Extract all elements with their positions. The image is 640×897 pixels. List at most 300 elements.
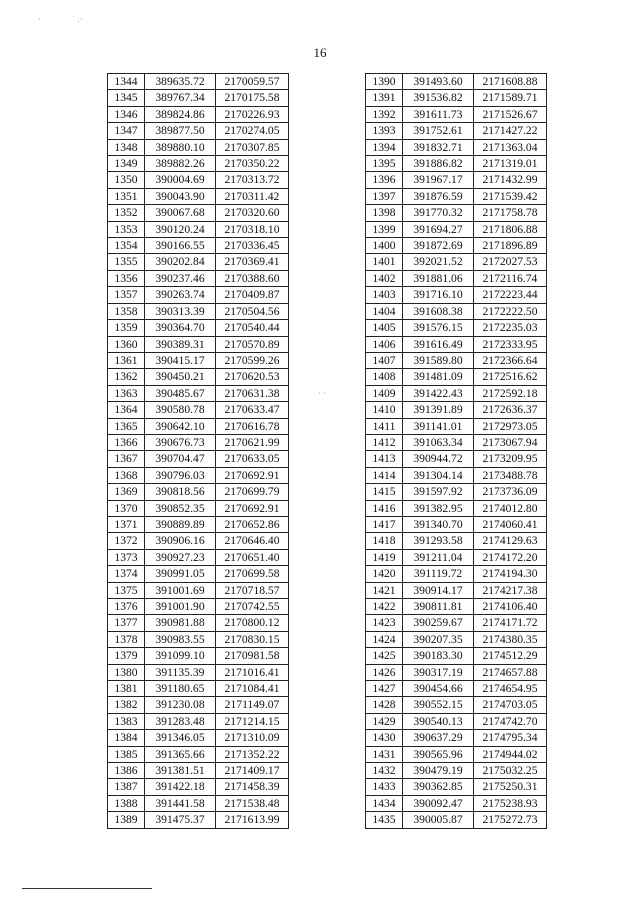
y-coordinate-cell: 2170718.57: [216, 582, 289, 598]
x-coordinate-cell: 390389.31: [145, 336, 216, 352]
y-coordinate-cell: 2171539.42: [474, 188, 547, 204]
x-coordinate-cell: 390415.17: [145, 352, 216, 368]
table-row: [108, 188, 289, 204]
point-number-cell: 1425: [366, 648, 403, 664]
point-number-cell: 1403: [366, 287, 403, 303]
table-row: [366, 320, 547, 336]
x-coordinate-cell: 391211.04: [403, 549, 474, 565]
point-number-cell: 1421: [366, 582, 403, 598]
point-number-cell: 1431: [366, 746, 403, 762]
point-number-cell: 1405: [366, 320, 403, 336]
y-coordinate-cell: 2174012.80: [474, 500, 547, 516]
table-row: [366, 74, 547, 90]
x-coordinate-cell: 391382.95: [403, 500, 474, 516]
point-number-cell: 1362: [108, 369, 145, 385]
table-row: [366, 599, 547, 615]
point-number-cell: 1375: [108, 582, 145, 598]
point-number-cell: 1368: [108, 467, 145, 483]
y-coordinate-cell: 2175272.73: [474, 812, 547, 828]
table-row: [366, 385, 547, 401]
point-number-cell: 1382: [108, 697, 145, 713]
y-coordinate-cell: 2171589.71: [474, 90, 547, 106]
point-number-cell: 1347: [108, 123, 145, 139]
x-coordinate-cell: 391141.01: [403, 418, 474, 434]
table-row: [366, 402, 547, 418]
x-coordinate-cell: 391001.90: [145, 599, 216, 615]
table-row: [108, 336, 289, 352]
table-row: [108, 303, 289, 319]
x-coordinate-cell: 390552.15: [403, 697, 474, 713]
x-coordinate-cell: 391346.05: [145, 730, 216, 746]
x-coordinate-cell: 390704.47: [145, 451, 216, 467]
table-row: [108, 664, 289, 680]
y-coordinate-cell: 2172592.18: [474, 385, 547, 401]
point-number-cell: 1420: [366, 566, 403, 582]
y-coordinate-cell: 2174654.95: [474, 681, 547, 697]
x-coordinate-cell: 392021.52: [403, 254, 474, 270]
x-coordinate-cell: 391493.60: [403, 74, 474, 90]
point-number-cell: 1369: [108, 484, 145, 500]
table-row: [366, 795, 547, 811]
point-number-cell: 1373: [108, 549, 145, 565]
x-coordinate-cell: 389880.10: [145, 139, 216, 155]
x-coordinate-cell: 390642.10: [145, 418, 216, 434]
point-number-cell: 1429: [366, 713, 403, 729]
y-coordinate-cell: 2172235.03: [474, 320, 547, 336]
table-row: [108, 516, 289, 532]
y-coordinate-cell: 2171409.17: [216, 763, 289, 779]
point-number-cell: 1364: [108, 402, 145, 418]
point-number-cell: 1350: [108, 172, 145, 188]
x-coordinate-cell: 390906.16: [145, 533, 216, 549]
x-coordinate-cell: 390166.55: [145, 238, 216, 254]
x-coordinate-cell: 390067.68: [145, 205, 216, 221]
y-coordinate-cell: 2174944.02: [474, 746, 547, 762]
point-number-cell: 1383: [108, 713, 145, 729]
point-number-cell: 1413: [366, 451, 403, 467]
table-row: [366, 615, 547, 631]
point-number-cell: 1434: [366, 795, 403, 811]
y-coordinate-cell: 2174129.63: [474, 533, 547, 549]
table-row: [108, 631, 289, 647]
y-coordinate-cell: 2170830.15: [216, 631, 289, 647]
table-row: [108, 599, 289, 615]
x-coordinate-cell: 390991.05: [145, 566, 216, 582]
point-number-cell: 1345: [108, 90, 145, 106]
point-number-cell: 1359: [108, 320, 145, 336]
x-coordinate-cell: 391304.14: [403, 467, 474, 483]
y-coordinate-cell: 2170388.60: [216, 270, 289, 286]
x-coordinate-cell: 390207.35: [403, 631, 474, 647]
y-coordinate-cell: 2170692.91: [216, 500, 289, 516]
table-row: [366, 418, 547, 434]
point-number-cell: 1404: [366, 303, 403, 319]
point-number-cell: 1422: [366, 599, 403, 615]
x-coordinate-cell: 389767.34: [145, 90, 216, 106]
y-coordinate-cell: 2171538.48: [216, 795, 289, 811]
point-number-cell: 1386: [108, 763, 145, 779]
x-coordinate-cell: 391475.37: [145, 812, 216, 828]
x-coordinate-cell: 391770.32: [403, 205, 474, 221]
x-coordinate-cell: 390479.19: [403, 763, 474, 779]
table-row: [366, 500, 547, 516]
point-number-cell: 1353: [108, 221, 145, 237]
point-number-cell: 1380: [108, 664, 145, 680]
point-number-cell: 1427: [366, 681, 403, 697]
table-row: [108, 467, 289, 483]
y-coordinate-cell: 2170175.58: [216, 90, 289, 106]
y-coordinate-cell: 2173488.78: [474, 467, 547, 483]
table-row: [108, 123, 289, 139]
y-coordinate-cell: 2171319.01: [474, 156, 547, 172]
x-coordinate-cell: 390259.67: [403, 615, 474, 631]
y-coordinate-cell: 2170633.05: [216, 451, 289, 467]
point-number-cell: 1372: [108, 533, 145, 549]
x-coordinate-cell: 390043.90: [145, 188, 216, 204]
x-coordinate-cell: 391752.61: [403, 123, 474, 139]
x-coordinate-cell: 390580.78: [145, 402, 216, 418]
table-row: [108, 139, 289, 155]
page-number: 16: [313, 45, 327, 60]
y-coordinate-cell: 2174657.88: [474, 664, 547, 680]
point-number-cell: 1409: [366, 385, 403, 401]
point-number-cell: 1391: [366, 90, 403, 106]
y-coordinate-cell: 2170369.41: [216, 254, 289, 270]
y-coordinate-cell: 2170409.87: [216, 287, 289, 303]
point-number-cell: 1414: [366, 467, 403, 483]
point-number-cell: 1435: [366, 812, 403, 828]
x-coordinate-cell: 390914.17: [403, 582, 474, 598]
table-row: [366, 467, 547, 483]
point-number-cell: 1376: [108, 599, 145, 615]
table-row: [108, 205, 289, 221]
point-number-cell: 1378: [108, 631, 145, 647]
y-coordinate-cell: 2170633.47: [216, 402, 289, 418]
table-row: [366, 566, 547, 582]
y-coordinate-cell: 2170307.85: [216, 139, 289, 155]
point-number-cell: 1351: [108, 188, 145, 204]
x-coordinate-cell: 390927.23: [145, 549, 216, 565]
table-row: [366, 90, 547, 106]
y-coordinate-cell: 2170699.58: [216, 566, 289, 582]
point-number-cell: 1374: [108, 566, 145, 582]
y-coordinate-cell: 2170599.26: [216, 352, 289, 368]
point-number-cell: 1418: [366, 533, 403, 549]
y-coordinate-cell: 2170652.86: [216, 516, 289, 532]
point-number-cell: 1390: [366, 74, 403, 90]
x-coordinate-cell: 390981.88: [145, 615, 216, 631]
point-number-cell: 1433: [366, 779, 403, 795]
y-coordinate-cell: 2171149.07: [216, 697, 289, 713]
point-number-cell: 1411: [366, 418, 403, 434]
point-number-cell: 1392: [366, 106, 403, 122]
x-coordinate-cell: 391832.71: [403, 139, 474, 155]
point-number-cell: 1360: [108, 336, 145, 352]
point-number-cell: 1408: [366, 369, 403, 385]
point-number-cell: 1398: [366, 205, 403, 221]
y-coordinate-cell: 2174703.05: [474, 697, 547, 713]
y-coordinate-cell: 2170226.93: [216, 106, 289, 122]
x-coordinate-cell: 391119.72: [403, 566, 474, 582]
x-coordinate-cell: 390983.55: [145, 631, 216, 647]
table-row: [108, 451, 289, 467]
point-number-cell: 1412: [366, 434, 403, 450]
table-row: [366, 270, 547, 286]
y-coordinate-cell: 2174217.38: [474, 582, 547, 598]
point-number-cell: 1344: [108, 74, 145, 90]
table-row: [366, 730, 547, 746]
x-coordinate-cell: 390313.39: [145, 303, 216, 319]
y-coordinate-cell: 2172116.74: [474, 270, 547, 286]
x-coordinate-cell: 390120.24: [145, 221, 216, 237]
table-row: [108, 484, 289, 500]
x-coordinate-cell: 390565.96: [403, 746, 474, 762]
y-coordinate-cell: 2175032.25: [474, 763, 547, 779]
y-coordinate-cell: 2174742.70: [474, 713, 547, 729]
x-coordinate-cell: 391422.18: [145, 779, 216, 795]
table-row: [366, 336, 547, 352]
y-coordinate-cell: 2170318.10: [216, 221, 289, 237]
point-number-cell: 1396: [366, 172, 403, 188]
y-coordinate-cell: 2174172.20: [474, 549, 547, 565]
y-coordinate-cell: 2170981.58: [216, 648, 289, 664]
y-coordinate-cell: 2174380.35: [474, 631, 547, 647]
y-coordinate-cell: 2170800.12: [216, 615, 289, 631]
table-row: [366, 582, 547, 598]
y-coordinate-cell: 2170631.38: [216, 385, 289, 401]
point-number-cell: 1415: [366, 484, 403, 500]
table-row: [108, 533, 289, 549]
x-coordinate-cell: 390811.81: [403, 599, 474, 615]
point-number-cell: 1366: [108, 434, 145, 450]
y-coordinate-cell: 2172973.05: [474, 418, 547, 434]
x-coordinate-cell: 390485.67: [145, 385, 216, 401]
point-number-cell: 1381: [108, 681, 145, 697]
y-coordinate-cell: 2173736.09: [474, 484, 547, 500]
x-coordinate-cell: 391616.49: [403, 336, 474, 352]
point-number-cell: 1402: [366, 270, 403, 286]
point-number-cell: 1401: [366, 254, 403, 270]
point-number-cell: 1393: [366, 123, 403, 139]
table-row: [108, 746, 289, 762]
point-number-cell: 1430: [366, 730, 403, 746]
y-coordinate-cell: 2172636.37: [474, 402, 547, 418]
y-coordinate-cell: 2172366.64: [474, 352, 547, 368]
table-row: [366, 763, 547, 779]
x-coordinate-cell: 390540.13: [403, 713, 474, 729]
x-coordinate-cell: 390889.89: [145, 516, 216, 532]
table-row: [366, 172, 547, 188]
x-coordinate-cell: 389824.86: [145, 106, 216, 122]
x-coordinate-cell: 391283.48: [145, 713, 216, 729]
point-number-cell: 1416: [366, 500, 403, 516]
point-number-cell: 1348: [108, 139, 145, 155]
table-row: [366, 713, 547, 729]
table-row: [108, 402, 289, 418]
table-row: [108, 812, 289, 828]
x-coordinate-cell: 390450.21: [145, 369, 216, 385]
scan-speck: · ·: [318, 388, 327, 398]
y-coordinate-cell: 2170504.56: [216, 303, 289, 319]
y-coordinate-cell: 2174106.40: [474, 599, 547, 615]
point-number-cell: 1419: [366, 549, 403, 565]
point-number-cell: 1428: [366, 697, 403, 713]
y-coordinate-cell: 2170692.91: [216, 467, 289, 483]
x-coordinate-cell: 390004.69: [145, 172, 216, 188]
table-row: [366, 352, 547, 368]
point-number-cell: 1399: [366, 221, 403, 237]
table-row: [366, 188, 547, 204]
table-row: [366, 156, 547, 172]
y-coordinate-cell: 2174795.34: [474, 730, 547, 746]
table-row: [366, 139, 547, 155]
x-coordinate-cell: 390005.87: [403, 812, 474, 828]
x-coordinate-cell: 391872.69: [403, 238, 474, 254]
point-number-cell: 1432: [366, 763, 403, 779]
table-row: [366, 254, 547, 270]
y-coordinate-cell: 2170059.57: [216, 74, 289, 90]
y-coordinate-cell: 2172027.53: [474, 254, 547, 270]
x-coordinate-cell: 391099.10: [145, 648, 216, 664]
point-number-cell: 1389: [108, 812, 145, 828]
table-row: [108, 254, 289, 270]
point-number-cell: 1357: [108, 287, 145, 303]
table-row: [108, 566, 289, 582]
point-number-cell: 1379: [108, 648, 145, 664]
x-coordinate-cell: 391589.80: [403, 352, 474, 368]
y-coordinate-cell: 2172222.50: [474, 303, 547, 319]
point-number-cell: 1349: [108, 156, 145, 172]
point-number-cell: 1358: [108, 303, 145, 319]
table-row: [108, 90, 289, 106]
point-number-cell: 1394: [366, 139, 403, 155]
point-number-cell: 1388: [108, 795, 145, 811]
table-row: [108, 221, 289, 237]
point-number-cell: 1410: [366, 402, 403, 418]
x-coordinate-cell: 390202.84: [145, 254, 216, 270]
table-row: [108, 763, 289, 779]
y-coordinate-cell: 2171613.99: [216, 812, 289, 828]
x-coordinate-cell: 391886.82: [403, 156, 474, 172]
x-coordinate-cell: 390183.30: [403, 648, 474, 664]
y-coordinate-cell: 2171526.67: [474, 106, 547, 122]
table-row: [108, 779, 289, 795]
point-number-cell: 1407: [366, 352, 403, 368]
table-row: [366, 451, 547, 467]
y-coordinate-cell: 2170616.78: [216, 418, 289, 434]
table-row: [366, 303, 547, 319]
table-row: [366, 106, 547, 122]
x-coordinate-cell: 391063.34: [403, 434, 474, 450]
table-row: [366, 205, 547, 221]
table-row: [108, 795, 289, 811]
point-number-cell: 1354: [108, 238, 145, 254]
y-coordinate-cell: 2174060.41: [474, 516, 547, 532]
y-coordinate-cell: 2170742.55: [216, 599, 289, 615]
table-row: [108, 156, 289, 172]
y-coordinate-cell: 2171352.22: [216, 746, 289, 762]
table-row: [108, 238, 289, 254]
x-coordinate-cell: 390317.19: [403, 664, 474, 680]
table-row: [108, 385, 289, 401]
y-coordinate-cell: 2171458.39: [216, 779, 289, 795]
x-coordinate-cell: 390818.56: [145, 484, 216, 500]
point-number-cell: 1406: [366, 336, 403, 352]
table-row: [366, 681, 547, 697]
y-coordinate-cell: 2170620.53: [216, 369, 289, 385]
table-row: [108, 106, 289, 122]
table-row: [366, 631, 547, 647]
point-number-cell: 1395: [366, 156, 403, 172]
point-number-cell: 1371: [108, 516, 145, 532]
table-row: [108, 697, 289, 713]
point-number-cell: 1387: [108, 779, 145, 795]
table-row: [366, 648, 547, 664]
point-number-cell: 1424: [366, 631, 403, 647]
x-coordinate-cell: 391597.92: [403, 484, 474, 500]
table-row: [366, 533, 547, 549]
y-coordinate-cell: 2170646.40: [216, 533, 289, 549]
x-coordinate-cell: 390263.74: [145, 287, 216, 303]
table-row: [366, 287, 547, 303]
table-row: [366, 746, 547, 762]
y-coordinate-cell: 2171363.04: [474, 139, 547, 155]
y-coordinate-cell: 2174194.30: [474, 566, 547, 582]
table-row: [366, 549, 547, 565]
point-number-cell: 1352: [108, 205, 145, 221]
scan-speck: ˙ .·: [72, 14, 83, 24]
table-row: [108, 74, 289, 90]
x-coordinate-cell: 390237.46: [145, 270, 216, 286]
x-coordinate-cell: 390944.72: [403, 451, 474, 467]
table-row: [366, 697, 547, 713]
y-coordinate-cell: 2171016.41: [216, 664, 289, 680]
table-row: [108, 369, 289, 385]
y-coordinate-cell: 2171806.88: [474, 221, 547, 237]
y-coordinate-cell: 2170621.99: [216, 434, 289, 450]
x-coordinate-cell: 391365.66: [145, 746, 216, 762]
point-number-cell: 1356: [108, 270, 145, 286]
y-coordinate-cell: 2170336.45: [216, 238, 289, 254]
point-number-cell: 1365: [108, 418, 145, 434]
x-coordinate-cell: 391576.15: [403, 320, 474, 336]
table-row: [108, 270, 289, 286]
table-row: [108, 648, 289, 664]
y-coordinate-cell: 2171084.41: [216, 681, 289, 697]
point-number-cell: 1417: [366, 516, 403, 532]
y-coordinate-cell: 2171758.78: [474, 205, 547, 221]
x-coordinate-cell: 391135.39: [145, 664, 216, 680]
x-coordinate-cell: 391608.38: [403, 303, 474, 319]
point-number-cell: 1384: [108, 730, 145, 746]
y-coordinate-cell: 2175250.31: [474, 779, 547, 795]
y-coordinate-cell: 2171432.99: [474, 172, 547, 188]
x-coordinate-cell: 390796.03: [145, 467, 216, 483]
y-coordinate-cell: 2170274.05: [216, 123, 289, 139]
table-row: [108, 287, 289, 303]
y-coordinate-cell: 2170320.60: [216, 205, 289, 221]
table-row: [108, 418, 289, 434]
point-number-cell: 1370: [108, 500, 145, 516]
x-coordinate-cell: 390637.29: [403, 730, 474, 746]
x-coordinate-cell: 390454.66: [403, 681, 474, 697]
table-row: [366, 516, 547, 532]
table-row: [108, 320, 289, 336]
table-row: [108, 549, 289, 565]
table-row: [108, 582, 289, 598]
table-row: [366, 434, 547, 450]
y-coordinate-cell: 2170570.89: [216, 336, 289, 352]
